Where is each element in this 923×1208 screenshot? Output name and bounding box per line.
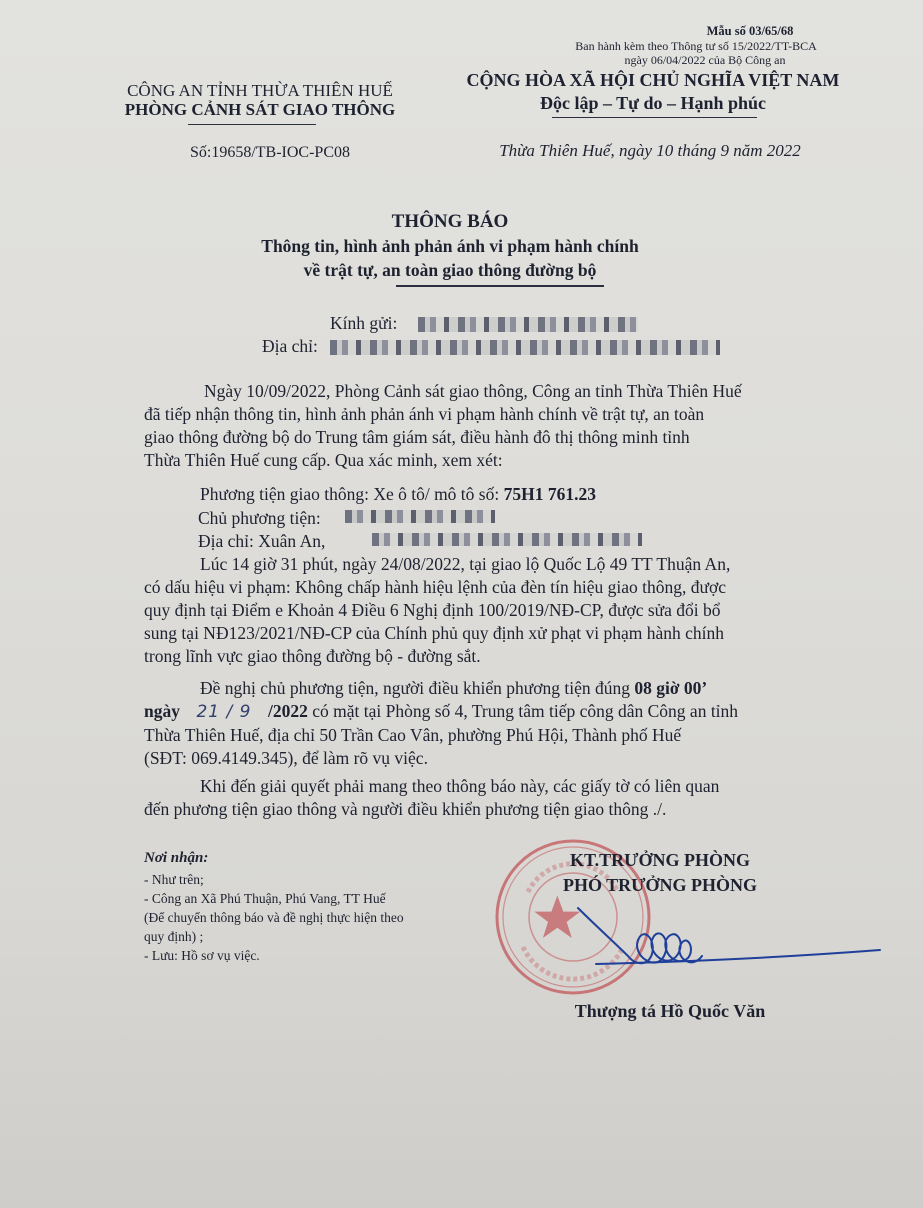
paragraph-violation	[144, 553, 730, 668]
signature-authority: KT.TRƯỞNG PHÒNG	[570, 850, 750, 870]
agency-name: CÔNG AN TỈNH THỪA THIÊN HUẾ	[127, 81, 393, 100]
document-number: Số:19658/TB-IOC-PC08	[189, 144, 350, 161]
redacted-recipient-name	[418, 317, 638, 332]
department-underline	[188, 124, 316, 125]
paragraph-line: Ngày 10/09/2022, Phòng Cảnh sát giao thông, Công an tỉnh Thừa Thiên Huế	[204, 381, 742, 401]
document-subject-line1: Thông tin, hình ảnh phản ánh vi phạm hành chính	[261, 236, 639, 256]
paragraph-line: giao thông đường bộ do Trung tâm giám sát, điều hành đô thị thông minh tỉnh	[144, 427, 690, 447]
recipient-item: quy định) ;	[144, 929, 204, 944]
paragraph-line: Thừa Thiên Huế, địa chỉ 50 Trần Cao Vân, phường Phú Hội, Thành phố Huế	[144, 725, 682, 745]
paragraph-line: Thừa Thiên Huế cung cấp. Qua xác minh, xem xét:	[144, 450, 503, 470]
paragraph-intro	[144, 380, 742, 472]
national-motto: Độc lập – Tự do – Hạnh phúc	[539, 93, 767, 113]
vehicle-line	[200, 483, 596, 506]
paragraph-closing	[144, 775, 719, 821]
signature-position: PHÓ TRƯỞNG PHÒNG	[562, 875, 757, 895]
recipients-heading: Nơi nhận:	[144, 850, 209, 866]
handwritten-date: 21 / 9	[196, 702, 252, 722]
redacted-recipient-address	[330, 340, 720, 355]
paragraph-line: trong lĩnh vực giao thông đường bộ - đường sắt.	[144, 646, 481, 666]
vehicle-label: Phương tiện giao thông: Xe ô tô/ mô tô số:	[200, 484, 504, 504]
national-title: CỘNG HÒA XÃ HỘI CHỦ NGHĨA VIỆT NAM	[466, 70, 840, 90]
document-title: THÔNG BÁO	[391, 211, 509, 232]
recipient-item: - Như trên;	[144, 872, 204, 887]
owner-label: Chủ phương tiện:	[198, 508, 321, 528]
vehicle-plate: 75H1 761.23	[503, 484, 596, 504]
appointment-place: có mặt tại Phòng số 4, Trung tâm tiếp công dân Công an tỉnh	[307, 701, 739, 721]
recipients-list	[144, 870, 404, 965]
form-issued-line2: ngày 06/04/2022 của Bộ Công an	[624, 53, 786, 67]
paragraph-line: đã tiếp nhận thông tin, hình ảnh phản ánh vi phạm hành chính về trật tự, an toàn	[144, 404, 705, 424]
paragraph-line: Lúc 14 giờ 31 phút, ngày 24/08/2022, tại giao lộ Quốc Lộ 49 TT Thuận An,	[200, 554, 731, 574]
department-name: PHÒNG CẢNH SÁT GIAO THÔNG	[124, 100, 396, 119]
request-text: Đề nghị chủ phương tiện, người điều khiển phương tiện đúng	[200, 678, 635, 698]
paragraph-line	[144, 700, 738, 724]
form-number: Mẫu số 03/65/68	[706, 24, 794, 38]
signer-name: Thượng tá Hồ Quốc Văn	[574, 1001, 766, 1021]
recipient-item: - Lưu: Hồ sơ vụ việc.	[144, 948, 260, 963]
paragraph-line: (SĐT: 069.4149.345), để làm rõ vụ việc.	[144, 748, 428, 768]
paragraph-line: sung tại NĐ123/2021/NĐ-CP của Chính phủ quy định xử phạt vi phạm hành chính	[144, 623, 724, 643]
paragraph-request	[144, 677, 738, 770]
recipient-item: (Để chuyển thông báo và đề nghị thực hiện theo	[144, 910, 404, 925]
paragraph-line: có dấu hiệu vi phạm: Không chấp hành hiệu lệnh của đèn tín hiệu giao thông, được	[144, 577, 726, 597]
paragraph-line	[144, 677, 738, 700]
place-date: Thừa Thiên Huế, ngày 10 tháng 9 năm 2022	[499, 141, 801, 160]
title-underline	[396, 285, 604, 287]
motto-underline	[552, 117, 757, 118]
recipient-label: Kính gửi:	[330, 313, 398, 333]
owner-address-label: Địa chỉ: Xuân An,	[198, 531, 326, 551]
redacted-owner-name	[345, 510, 495, 523]
appointment-time: 08 giờ 00’	[634, 678, 708, 698]
appointment-year: /2022	[267, 701, 308, 721]
handwritten-signature	[556, 896, 886, 986]
paragraph-line: Khi đến giải quyết phải mang theo thông báo này, các giấy tờ có liên quan	[200, 776, 720, 796]
recipient-address-label: Địa chỉ:	[262, 336, 318, 356]
document-subject-line2: về trật tự, an toàn giao thông đường bộ	[303, 260, 597, 280]
paragraph-line: quy định tại Điểm e Khoản 4 Điều 6 Nghị định 100/2019/NĐ-CP, được sửa đổi bổ	[144, 600, 721, 620]
form-issued-line1: Ban hành kèm theo Thông tư số 15/2022/TT-BCA	[575, 39, 817, 53]
recipient-item: - Công an Xã Phú Thuận, Phú Vang, TT Huế	[144, 891, 386, 906]
paragraph-line: đến phương tiện giao thông và người điều khiển phương tiện giao thông ./.	[144, 799, 667, 819]
redacted-owner-address	[372, 533, 642, 546]
appointment-day-label: ngày	[144, 701, 180, 721]
